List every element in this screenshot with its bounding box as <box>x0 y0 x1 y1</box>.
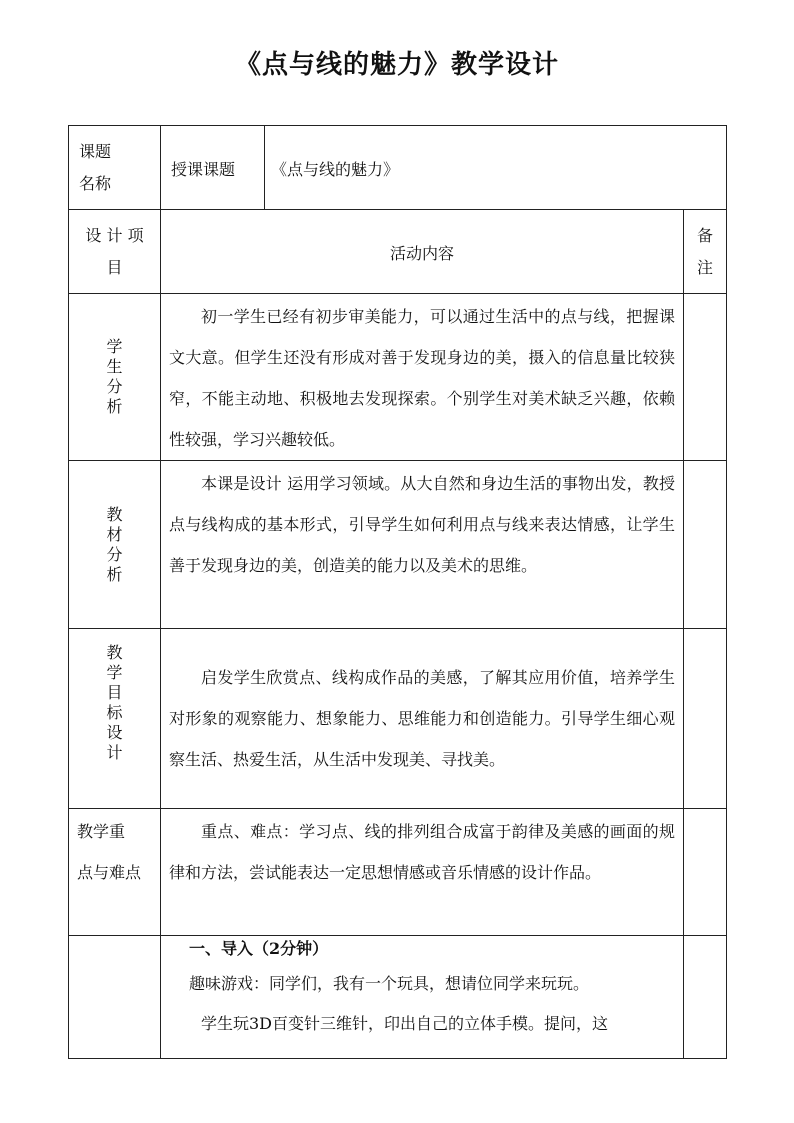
key-points-label-line2: 点与难点 <box>77 863 142 882</box>
key-points-text: 重点、难点：学习点、线的排列组合成富于韵律及美感的画面的规律和方法，尝试能表达一定思想情感或音乐情感的设计作品。 <box>169 822 675 882</box>
course-name-label-line1: 课题 <box>79 142 112 161</box>
material-analysis-text: 本课是设计 运用学习领域。从大自然和身边生活的事物出发，教授点与线构成的基本形式，引导学生如何利用点与线来表达情感，让学生善于发现身边的美，创造美的能力以及美术的思维。 <box>169 474 675 575</box>
process-line1: 趣味游戏：同学们，我有一个玩具，想请位同学来玩玩。 <box>189 974 590 993</box>
course-name-label-line2: 名称 <box>79 174 112 193</box>
course-sub-label: 授课课题 <box>171 160 236 179</box>
student-analysis-label: 学生分析 <box>106 337 123 416</box>
process-line2: 学生玩3D百变针三维针，印出自己的立体手模。提问，这 <box>201 1014 609 1033</box>
design-item-header-line2: 目 <box>106 258 123 277</box>
process-heading: 一、导入（2分钟） <box>189 939 329 958</box>
table-header-row <box>69 210 727 294</box>
material-analysis-note-cell <box>684 461 727 629</box>
objectives-label-cell <box>69 629 161 809</box>
objectives-note-cell <box>684 629 727 809</box>
lesson-plan-table <box>68 125 727 1059</box>
activity-content-header: 活动内容 <box>389 244 454 263</box>
student-analysis-note-cell <box>684 294 727 461</box>
course-sub-label-cell <box>161 126 265 210</box>
student-analysis-content-cell <box>161 294 684 461</box>
material-analysis-label-cell <box>69 461 161 629</box>
design-item-header-cell <box>69 210 161 294</box>
course-value: 《点与线的魅力》 <box>271 160 400 179</box>
course-name-label-cell <box>69 126 161 210</box>
notes-header-line1: 备 <box>697 226 714 245</box>
design-item-header-line1: 设 计 项 <box>85 226 144 245</box>
student-analysis-label-cell <box>69 294 161 461</box>
student-analysis-row <box>69 294 727 461</box>
material-analysis-label: 教材分析 <box>106 504 123 584</box>
objectives-row <box>69 629 727 809</box>
notes-header-line2: 注 <box>697 258 714 277</box>
material-analysis-row <box>69 461 727 629</box>
key-points-label-line1: 教学重 <box>77 822 126 841</box>
key-points-label-cell <box>69 809 161 936</box>
notes-header-cell <box>684 210 727 294</box>
process-content-cell <box>161 936 684 1059</box>
course-value-cell <box>265 126 727 210</box>
objectives-text: 启发学生欣赏点、线构成作品的美感，了解其应用价值，培养学生对形象的观察能力、想象能力、思维能力和创造能力。引导学生细心观察生活、热爱生活，从生活中发现美、寻找美。 <box>169 668 675 769</box>
process-note-cell <box>684 936 727 1059</box>
objectives-label: 教学目标设计 <box>106 643 123 762</box>
activity-content-header-cell <box>161 210 684 294</box>
key-points-content-cell <box>161 809 684 936</box>
student-analysis-text: 初一学生已经有初步审美能力，可以通过生活中的点与线，把握课文大意。但学生还没有形成对善于发现身边的美，摄入的信息量比较狭窄，不能主动地、积极地去发现探索。个别学生对美术缺乏兴趣，依赖性较强，学习兴趣较低。 <box>169 307 675 449</box>
process-label-cell <box>69 936 161 1059</box>
material-analysis-content-cell <box>161 461 684 629</box>
objectives-content-cell <box>161 629 684 809</box>
key-points-row <box>69 809 727 936</box>
document-title: 《点与线的魅力》教学设计 <box>234 50 559 80</box>
key-points-note-cell <box>684 809 727 936</box>
process-row <box>69 936 727 1059</box>
course-name-row <box>69 126 727 210</box>
